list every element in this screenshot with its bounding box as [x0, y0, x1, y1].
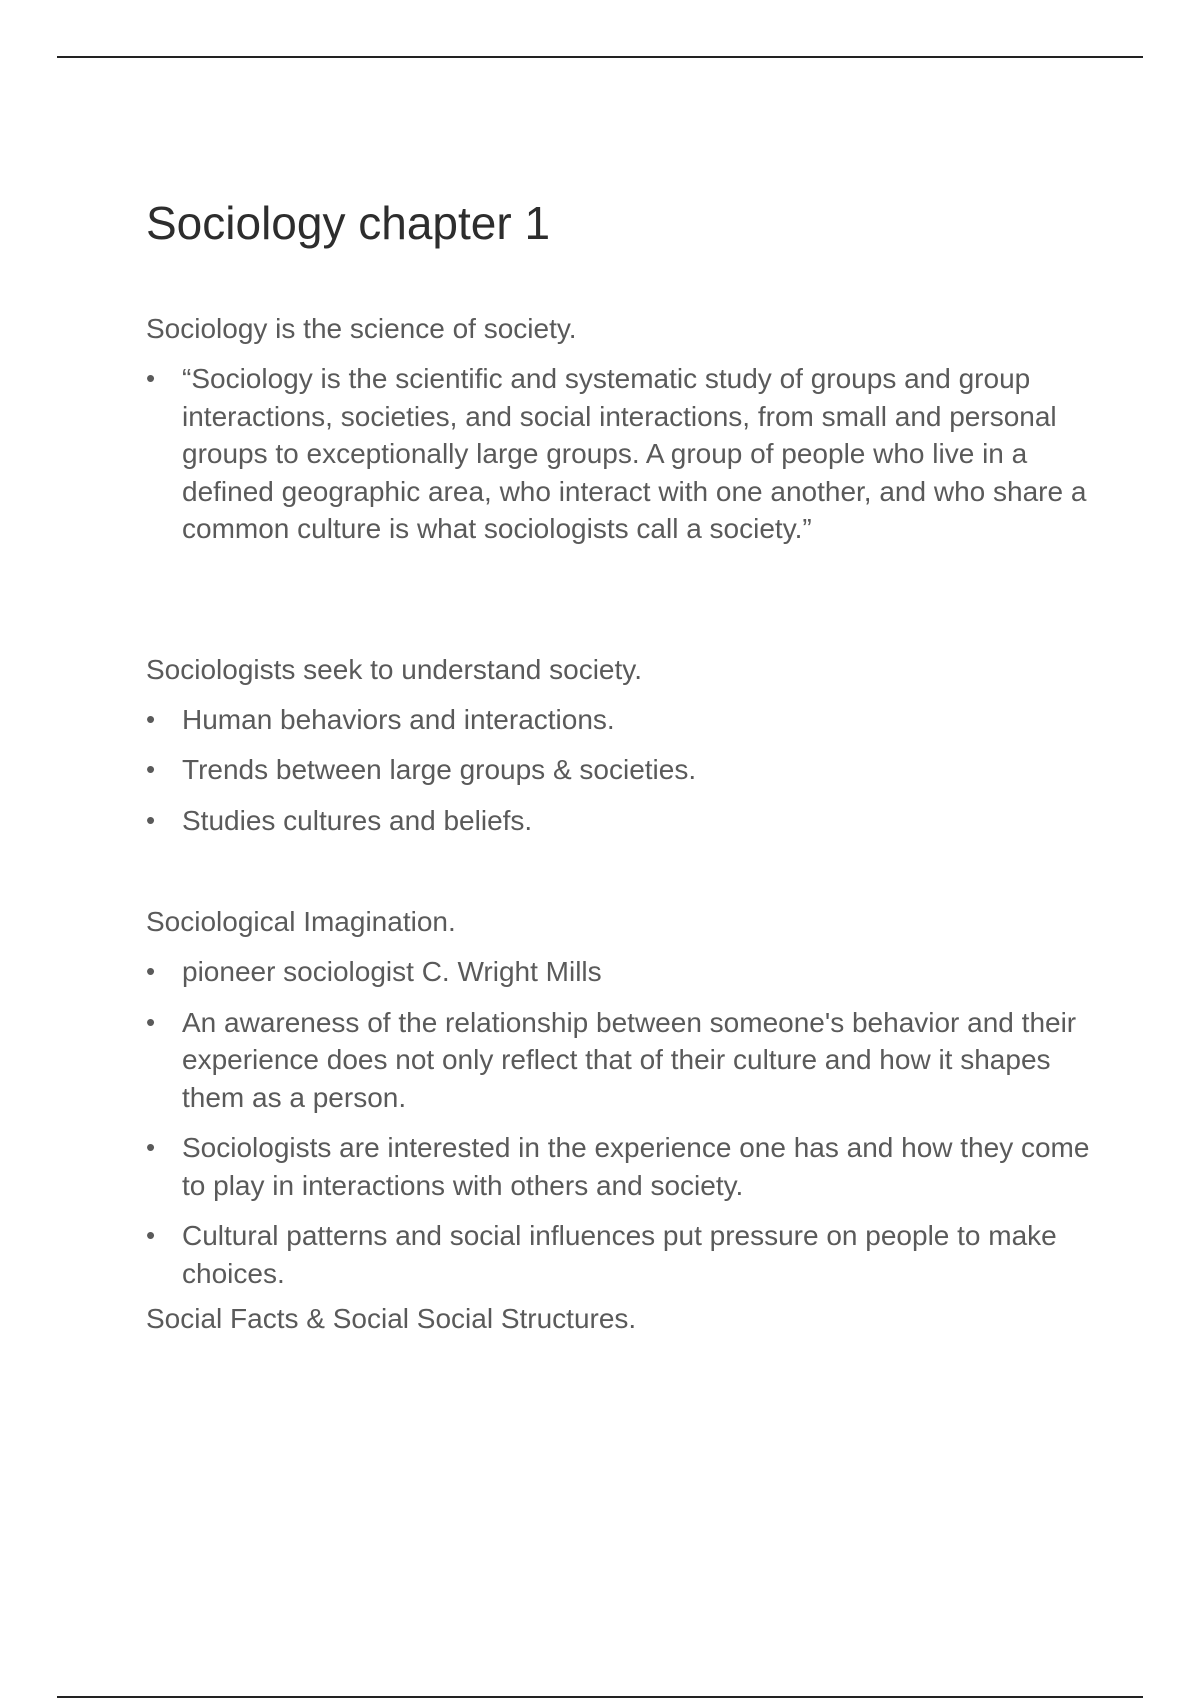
- list-item: • Cultural patterns and social influences put pressure on people to make choices.: [146, 1217, 1096, 1292]
- section-heading: Sociological Imagination.: [146, 906, 456, 937]
- list-item: • Sociologists are interested in the experience one has and how they come to play in interactions with others and society.: [146, 1129, 1096, 1204]
- page-title: Sociology chapter 1: [146, 197, 551, 249]
- section-heading: Sociology is the science of society.: [146, 313, 577, 344]
- bullet-list: [146, 360, 1096, 548]
- section-sociology-definition: [146, 310, 1096, 548]
- section-heading: Social Facts & Social Social Structures.: [146, 1303, 637, 1334]
- list-item: • Studies cultures and beliefs.: [146, 802, 1096, 840]
- document-body: [146, 188, 1096, 1338]
- list-item: • “Sociology is the scientific and systematic study of groups and group interactions, societies, and social interactions, from small and personal groups to exceptionally large groups. A group of people who live in a defined geographic area, who interact with one another, and who share a common culture is what sociologists call a society.”: [146, 360, 1096, 548]
- bottom-rule: [57, 1696, 1143, 1698]
- list-item: • pioneer sociologist C. Wright Mills: [146, 953, 1096, 991]
- section-understand-society: [146, 651, 1096, 840]
- list-item: • An awareness of the relationship between someone's behavior and their experience does not only reflect that of their culture and how it shapes them as a person.: [146, 1004, 1096, 1117]
- bullet-list: [146, 953, 1096, 1292]
- bullet-list: [146, 701, 1096, 840]
- section-sociological-imagination: [146, 903, 1096, 1292]
- top-rule: [57, 56, 1143, 58]
- section-social-facts: [146, 1300, 1096, 1338]
- list-item: • Trends between large groups & societies.: [146, 751, 1096, 789]
- section-heading: Sociologists seek to understand society.: [146, 653, 642, 685]
- list-item: • Human behaviors and interactions.: [146, 701, 1096, 739]
